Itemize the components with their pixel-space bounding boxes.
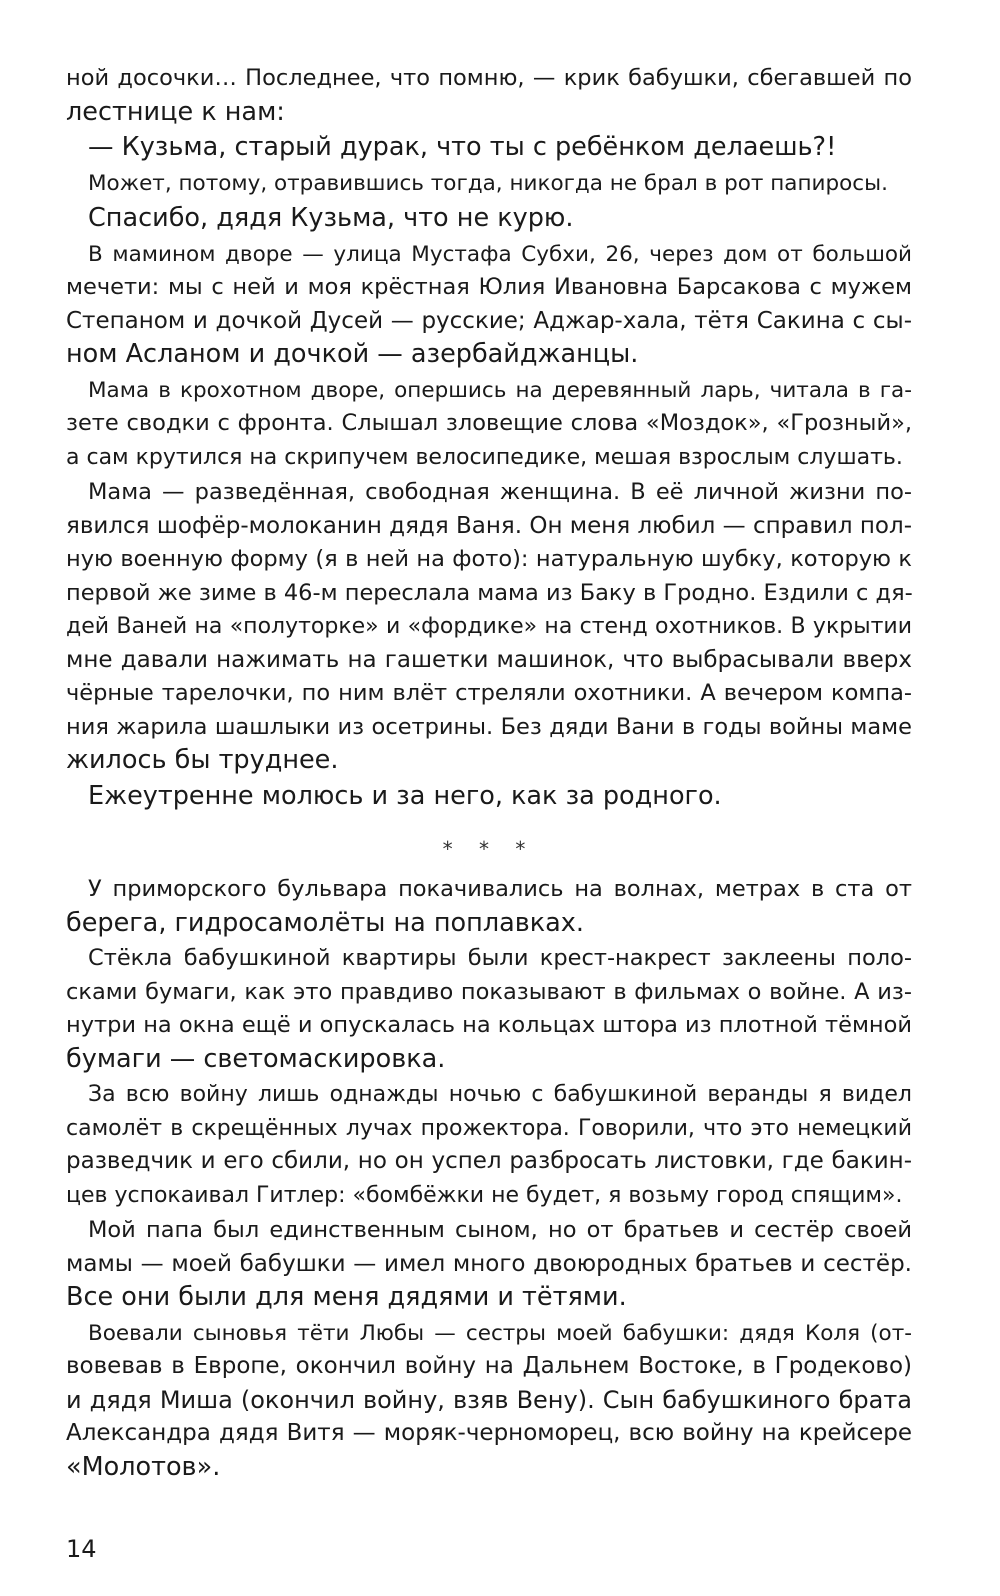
text-line: В мамином дворе — улица Мустафа Субхи, 26, через дом от большой	[88, 241, 912, 267]
text-line: Стёкла бабушкиной квартиры были крест-накрест заклеены поло-	[88, 945, 912, 971]
text-line: Александра дядя Витя — моряк-черноморец, всю войну на крейсере	[66, 1420, 912, 1446]
page-number: 14	[66, 1535, 97, 1563]
text-line: ную военную форму (я в ней на фото): натуральную шубку, которую к	[66, 546, 912, 572]
text-line: «Молотов».	[66, 1451, 221, 1482]
text-line: явился шофёр-молоканин дядя Ваня. Он меня любил — справил пол-	[66, 512, 912, 539]
text-line: Мой папа был единственным сыном, но от братьев и сестёр своей	[88, 1217, 912, 1243]
text-line: зете сводки с фронта. Слышал зловещие слова «Моздок», «Грозный»,	[66, 410, 912, 436]
text-line: ной досочки… Последнее, что помню, — крик бабушки, сбегавшей по	[66, 65, 912, 91]
text-line: самолёт в скрещённых лучах прожектора. Говорили, что это немецкий	[66, 1115, 912, 1141]
text-line: — Кузьма, старый дурак, что ты с ребёнком делаешь?!	[88, 132, 837, 162]
text-line: сками бумаги, как это правдиво показывают в фильмах о войне. А из-	[66, 978, 912, 1005]
page-body	[66, 62, 912, 1484]
paragraph	[66, 1214, 912, 1315]
text-line: вовевав в Европе, окончил войну на Дальнем Востоке, в Гродеково)	[66, 1353, 912, 1379]
text-line: Ежеутренне молюсь и за него, как за родного.	[88, 780, 722, 811]
paragraph	[66, 131, 912, 165]
text-line: цев успокаивал Гитлер: «бомбёжки не будет, я возьму город спящим».	[66, 1182, 903, 1208]
text-line: мамы — моей бабушки — имел много двоюродных братьев и сестёр.	[66, 1250, 912, 1277]
text-line: мне давали нажимать на гашетки машинок, что выбрасывали вверх	[66, 646, 912, 673]
text-line: разведчик и его сбили, но он успел разбросать листовки, где бакин-	[66, 1148, 912, 1174]
text-line: У приморского бульвара покачивались на волнах, метрах в ста от	[88, 876, 912, 902]
text-line: Все они были для меня дядями и тётями.	[66, 1282, 627, 1312]
text-line: Степаном и дочкой Дусей — русские; Аджар-хала, тётя Сакина с сы-	[66, 307, 912, 334]
text-line: бумаги — светомаскировка.	[66, 1043, 446, 1074]
text-line: берега, гидросамолёты на поплавках.	[66, 907, 585, 938]
text-line: ном Асланом и дочкой — азербайджанцы.	[66, 339, 639, 369]
text-line: нутри на окна ещё и опускалась на кольцах штора из плотной тёмной	[66, 1012, 913, 1038]
text-line: первой же зиме в 46-м переслала мама из Баку в Гродно. Ездили с дя-	[66, 579, 913, 606]
paragraph	[66, 873, 912, 940]
text-line: дей Ваней на «полуторке» и «фордике» на стенд охотников. В укрытии	[66, 614, 912, 639]
paragraph	[66, 942, 912, 1076]
text-line: Воевали сыновья тёти Любы — сестры моей бабушки: дядя Коля (от-	[88, 1320, 912, 1346]
paragraph	[66, 202, 912, 236]
paragraph	[66, 167, 912, 201]
text-line: и дядя Миша (окончил войну, взяв Вену). Сын бабушкиного брата	[66, 1385, 912, 1414]
text-line: Мама в крохотном дворе, опершись на деревянный ларь, читала в га-	[88, 377, 912, 403]
text-line: ния жарила шашлыки из осетрины. Без дяди Вани в годы войны маме	[66, 713, 912, 740]
paragraph	[66, 238, 912, 372]
paragraph	[66, 374, 912, 475]
text-line: Спасибо, дядя Кузьма, что не курю.	[88, 203, 574, 233]
text-line: а сам крутился на скрипучем велосипедике, мешая взрослым слушать.	[66, 444, 903, 470]
text-line: Может, потому, отравившись тогда, никогда не брал в рот папиросы.	[88, 170, 888, 196]
paragraph	[66, 62, 912, 129]
paragraph	[66, 780, 912, 814]
paragraph	[66, 1078, 912, 1212]
paragraph	[66, 476, 912, 778]
text-line: жилось бы труднее.	[66, 745, 339, 775]
section-separator: * * *	[442, 837, 536, 861]
paragraph	[66, 1317, 912, 1485]
text-line: чёрные тарелочки, по ним влёт стреляли охотники. А вечером компа-	[66, 680, 912, 706]
text-line: лестнице к нам:	[66, 96, 285, 127]
text-line: За всю войну лишь однажды ночью с бабушкиной веранды я видел	[88, 1082, 912, 1107]
text-line: мечети: мы с ней и моя крёстная Юлия Ивановна Барсакова с мужем	[66, 274, 912, 300]
text-line: Мама — разведённая, свободная женщина. В её личной жизни по-	[88, 479, 912, 505]
